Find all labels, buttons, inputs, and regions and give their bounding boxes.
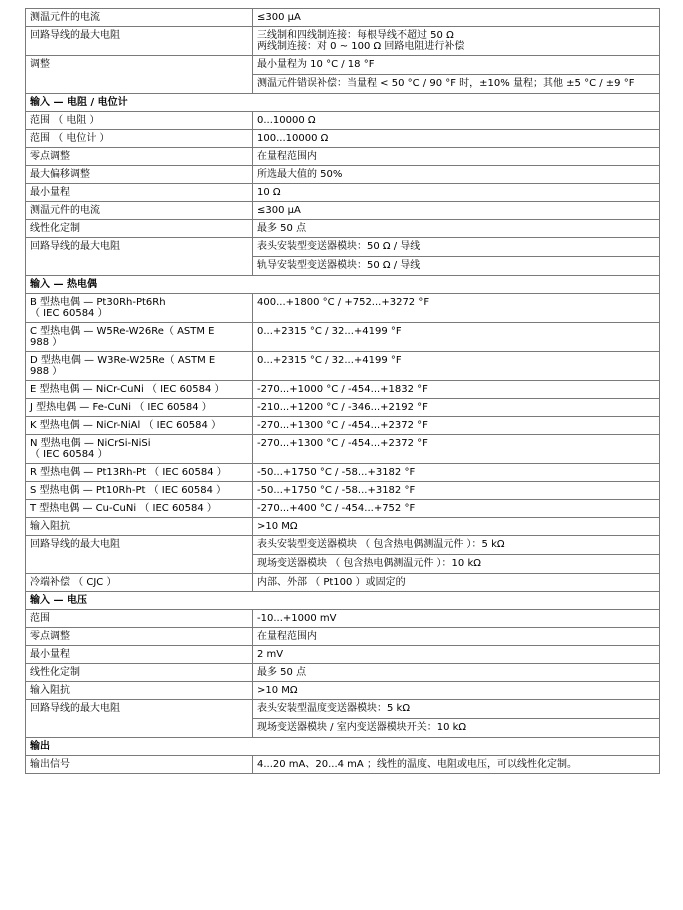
row-label: 线性化定制 (26, 664, 253, 682)
row-value: 0...+2315 °C / 32...+4199 °F (253, 323, 660, 352)
row-label: T 型热电偶 — Cu-CuNi （ IEC 60584 ） (26, 500, 253, 518)
row-value: >10 MΩ (253, 518, 660, 536)
row-value: 测温元件错误补偿：当量程 < 50 °C / 90 °F 时，±10% 量程；其他 ±5 °C / ±9 °F (253, 75, 660, 94)
row-label: J 型热电偶 — Fe-CuNi （ IEC 60584 ） (26, 399, 253, 417)
table-row (26, 238, 660, 257)
row-label: 回路导线的最大电阻 (26, 536, 253, 574)
table-row (26, 464, 660, 482)
row-value: ≤300 µA (253, 9, 660, 27)
row-value: 表头安装型温度变送器模块：5 kΩ (253, 700, 660, 719)
row-label: 调整 (26, 56, 253, 94)
row-value: -270...+1300 °C / -454...+2372 °F (253, 417, 660, 435)
row-label: 回路导线的最大电阻 (26, 700, 253, 738)
row-label (26, 323, 253, 352)
row-label-line-1: B 型热电偶 — Pt30Rh-Pt6Rh (30, 297, 166, 308)
table-row (26, 381, 660, 399)
table-row (26, 518, 660, 536)
row-label-line-2: 988 ） (30, 337, 63, 348)
row-label: 输入阻抗 (26, 682, 253, 700)
row-value: 0...10000 Ω (253, 112, 660, 130)
row-value: 内部、外部 （ Pt100 ）或固定的 (253, 574, 660, 592)
table-row (26, 664, 660, 682)
row-value: 10 Ω (253, 184, 660, 202)
row-value: 在量程范围内 (253, 628, 660, 646)
table-row (26, 536, 660, 555)
row-value: 在量程范围内 (253, 148, 660, 166)
table-row (26, 323, 660, 352)
table-row (26, 56, 660, 75)
row-label-line-1: N 型热电偶 — NiCrSi-NiSi (30, 438, 151, 449)
row-value: ≤300 µA (253, 202, 660, 220)
row-value: 0...+2315 °C / 32...+4199 °F (253, 352, 660, 381)
row-label: 范围 （ 电位计 ） (26, 130, 253, 148)
row-value: 轨导安装型变送器模块：50 Ω / 导线 (253, 257, 660, 276)
row-value: 最多 50 点 (253, 664, 660, 682)
row-label-line-1: D 型热电偶 — W3Re-W25Re（ ASTM E (30, 355, 216, 366)
section-title: 输入 — 电阻 / 电位计 (26, 94, 660, 112)
row-value: 4...20 mA、20...4 mA ；线性的温度、电阻或电压，可以线性化定制。 (253, 756, 660, 774)
row-value: 400...+1800 °C / +752...+3272 °F (253, 294, 660, 323)
row-label: 回路导线的最大电阻 (26, 27, 253, 56)
row-label: S 型热电偶 — Pt10Rh-Pt （ IEC 60584 ） (26, 482, 253, 500)
row-value: -270...+1000 °C / -454...+1832 °F (253, 381, 660, 399)
section-header (26, 276, 660, 294)
row-value: -10...+1000 mV (253, 610, 660, 628)
table-row (26, 294, 660, 323)
row-label: 最小量程 (26, 184, 253, 202)
row-label (26, 294, 253, 323)
row-value: 最多 50 点 (253, 220, 660, 238)
row-label: 零点调整 (26, 628, 253, 646)
table-row (26, 166, 660, 184)
row-value: 所选最大值的 50% (253, 166, 660, 184)
table-row (26, 399, 660, 417)
table-row (26, 184, 660, 202)
row-label-line-2: （ IEC 60584 ） (30, 308, 108, 319)
row-value-line-2: 两线制连接：对 0 ~ 100 Ω 回路电阻进行补偿 (257, 41, 465, 52)
row-value: 现场变送器模块 / 室内变送器模块开关：10 kΩ (253, 719, 660, 738)
row-label: 输入阻抗 (26, 518, 253, 536)
row-value: 表头安装型变送器模块：50 Ω / 导线 (253, 238, 660, 257)
row-value: 最小量程为 10 °C / 18 °F (253, 56, 660, 75)
row-label-line-2: 988 ） (30, 366, 63, 377)
table-row (26, 112, 660, 130)
row-value: -270...+400 °C / -454...+752 °F (253, 500, 660, 518)
row-label (26, 435, 253, 464)
row-value: 表头安装型变送器模块 （ 包含热电偶测温元件 ）：5 kΩ (253, 536, 660, 555)
spec-table-body (26, 9, 660, 774)
table-row (26, 352, 660, 381)
row-value (253, 27, 660, 56)
row-label-line-1: C 型热电偶 — W5Re-W26Re（ ASTM E (30, 326, 215, 337)
row-label: K 型热电偶 — NiCr-NiAl （ IEC 60584 ） (26, 417, 253, 435)
table-row (26, 646, 660, 664)
row-label: 测温元件的电流 (26, 202, 253, 220)
row-label (26, 352, 253, 381)
spec-table (25, 8, 660, 774)
table-row (26, 27, 660, 56)
row-label: 冷端补偿 （ CJC ） (26, 574, 253, 592)
row-value: -50...+1750 °C / -58...+3182 °F (253, 464, 660, 482)
row-label: 最小量程 (26, 646, 253, 664)
row-label: 零点调整 (26, 148, 253, 166)
row-label: 范围 (26, 610, 253, 628)
row-label-line-2: （ IEC 60584 ） (30, 449, 108, 460)
row-label: 线性化定制 (26, 220, 253, 238)
table-row (26, 500, 660, 518)
table-row (26, 700, 660, 719)
section-header (26, 94, 660, 112)
row-value: -50...+1750 °C / -58...+3182 °F (253, 482, 660, 500)
table-row (26, 130, 660, 148)
section-title: 输入 — 热电偶 (26, 276, 660, 294)
row-label: R 型热电偶 — Pt13Rh-Pt （ IEC 60584 ） (26, 464, 253, 482)
table-row (26, 9, 660, 27)
row-label: 回路导线的最大电阻 (26, 238, 253, 276)
section-title: 输入 — 电压 (26, 592, 660, 610)
row-label: 范围 （ 电阻 ） (26, 112, 253, 130)
row-label: E 型热电偶 — NiCr-CuNi （ IEC 60584 ） (26, 381, 253, 399)
row-label: 最大偏移调整 (26, 166, 253, 184)
table-row (26, 220, 660, 238)
row-label: 输出信号 (26, 756, 253, 774)
row-value: 100...10000 Ω (253, 130, 660, 148)
section-header (26, 592, 660, 610)
table-row (26, 202, 660, 220)
table-row (26, 628, 660, 646)
row-value: 2 mV (253, 646, 660, 664)
table-row (26, 756, 660, 774)
table-row (26, 435, 660, 464)
row-value: >10 MΩ (253, 682, 660, 700)
row-value-line-1: 三线制和四线制连接：每根导线不超过 50 Ω (257, 30, 454, 41)
table-row (26, 574, 660, 592)
section-header (26, 738, 660, 756)
row-label: 测温元件的电流 (26, 9, 253, 27)
table-row (26, 682, 660, 700)
table-row (26, 610, 660, 628)
table-row (26, 482, 660, 500)
row-value: -210...+1200 °C / -346...+2192 °F (253, 399, 660, 417)
section-title: 输出 (26, 738, 660, 756)
table-row (26, 148, 660, 166)
row-value: -270...+1300 °C / -454...+2372 °F (253, 435, 660, 464)
row-value: 现场变送器模块 （ 包含热电偶测温元件 ）：10 kΩ (253, 555, 660, 574)
table-row (26, 417, 660, 435)
